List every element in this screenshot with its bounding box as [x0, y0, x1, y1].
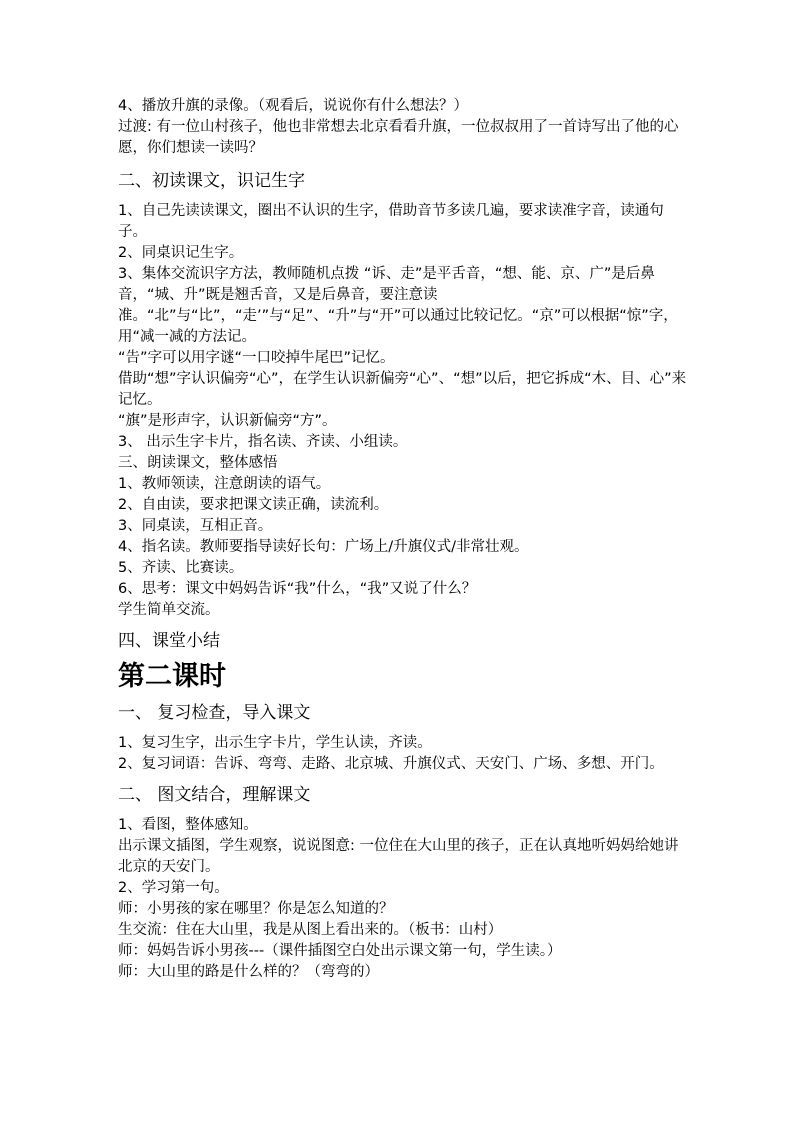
- section-heading: 四、课堂小结: [118, 631, 220, 651]
- text-line: 4、指名读。教师要指导读好长句：广场上/升旗仪式/非常壮观。: [118, 539, 529, 555]
- text-paragraph: 1、自己先读读课文，圈出不认识的生字，借助音节多读几遍，要求读准字音，读通句子。: [118, 203, 664, 240]
- section-heading: 一、 复习检查，导入课文: [118, 703, 311, 723]
- text-line: 师：小男孩的家在哪里？你是怎么知道的？: [118, 901, 394, 917]
- section-heading: 二、 图文结合，理解课文: [118, 785, 311, 805]
- text-line: 三、朗读课文，整体感悟: [118, 455, 278, 471]
- lesson-title: 第二课时: [118, 661, 226, 692]
- text-line: 师：大山里的路是什么样的？（弯弯的）: [118, 964, 379, 980]
- text-line: 师：妈妈告诉小男孩---（课件插图空白处出示课文第一句，学生读。）: [118, 943, 562, 959]
- list-item: 2、复习词语：告诉、弯弯、走路、北京城、升旗仪式、天安门、广场、多想、开门。: [118, 756, 664, 772]
- text-line: 3、同桌读，互相正音。: [118, 518, 273, 534]
- text-line: 2、学习第一句。: [118, 880, 229, 896]
- text-line: “旗”是形声字，认识新偏旁“方”。: [118, 413, 337, 429]
- section-heading: 二、初读课文，识记生字: [118, 171, 305, 191]
- text-line: 2、自由读，要求把课文读正确，读流利。: [118, 497, 389, 513]
- text-line: 生交流：住在大山里，我是从图上看出来的。（板书：山村）: [118, 922, 503, 938]
- text-line: 1、看图，整体感知。: [118, 817, 258, 833]
- text-line: 4、播放升旗的录像。（观看后，说说你有什么想法？）: [118, 98, 468, 114]
- text-line: 1、教师领读，注意朗读的语气。: [118, 476, 331, 492]
- document-body: [118, 96, 688, 983]
- text-line: 2、同桌识记生字。: [118, 245, 244, 261]
- list-item: 1、复习生字，出示生字卡片，学生认读，齐读。: [118, 735, 432, 751]
- text-paragraph: 过渡: 有一位山村孩子，他也非常想去北京看看升旗，一位叔叔用了一首诗写出了他的心愿，你们想读一读吗？: [118, 119, 679, 156]
- text-line: 3、 出示生字卡片，指名读、齐读、小组读。: [118, 434, 408, 450]
- text-line: 6、思考：课文中妈妈告诉“我”什么，“我”又说了什么？: [118, 581, 477, 597]
- text-paragraph: 3、集体交流识字方法，教师随机点拨 “诉、走”是平舌音，“想、能、京、广”是后鼻音，“城、升”既是翘舌音，又是后鼻音，要注意读准。“北”与“比”，“走’”与“足”、“升”与“开”可以通过比较记忆。“京”可以根据“惊”字，用“减一减的方法记。: [118, 266, 678, 345]
- text-paragraph: 借助“想”字认识偏旁“心”，在学生认识新偏旁“心”、“想”以后，把它拆成“木、目、心”来记忆。: [118, 371, 687, 408]
- text-line: 学生简单交流。: [118, 602, 220, 618]
- text-line: “告”字可以用字谜“一口咬掉牛尾巴”记忆。: [118, 350, 395, 366]
- text-paragraph: 出示课文插图，学生观察，说说图意: 一位住在大山里的孩子，正在认真地听妈妈给她讲北京的天安门。: [118, 838, 679, 875]
- text-line: 5、齐读、比赛读。: [118, 560, 244, 576]
